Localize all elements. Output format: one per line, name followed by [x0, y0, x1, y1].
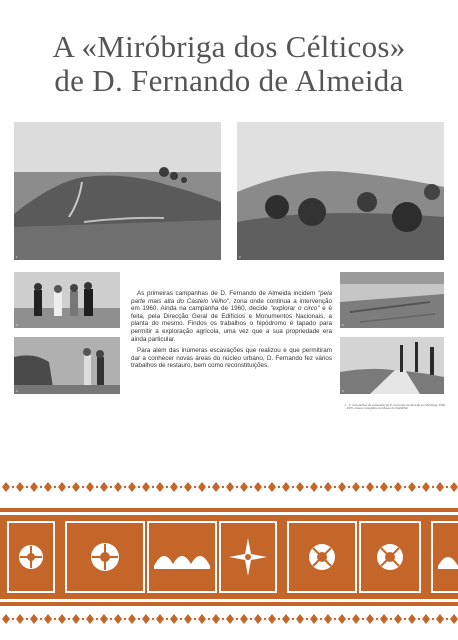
ornament-dot	[380, 482, 388, 492]
ornament-dot	[296, 614, 304, 624]
ornament-small-dot	[334, 486, 336, 488]
ornament-dot	[282, 482, 290, 492]
ornament-small-dot	[110, 486, 112, 488]
ornament-dot	[198, 614, 206, 624]
photo-number: 3	[16, 323, 18, 327]
ornament-dot	[338, 482, 346, 492]
ornament-dot	[212, 482, 220, 492]
ornament-small-dot	[222, 486, 224, 488]
ornament-small-dot	[236, 618, 238, 620]
ornament-dot	[58, 614, 66, 624]
medallion-icon-2	[91, 543, 119, 571]
ornament-dot	[282, 614, 290, 624]
ornament-dot	[450, 614, 458, 624]
arches-icon	[154, 556, 210, 569]
ornament-dot	[268, 482, 276, 492]
ornament-small-dot	[40, 618, 42, 620]
ornament-small-dot	[12, 618, 14, 620]
ornament-dot	[170, 614, 178, 624]
ornament-dot	[422, 482, 430, 492]
ornament-small-dot	[418, 486, 420, 488]
ornament-dot	[142, 482, 150, 492]
ornament-small-dot	[376, 618, 378, 620]
photo-hill-excavation	[14, 122, 221, 260]
photo-ruins-floor	[340, 272, 444, 328]
ornament-small-dot	[208, 618, 210, 620]
ornament-small-dot	[264, 486, 266, 488]
ornament-small-dot	[250, 486, 252, 488]
ornament-dot	[44, 614, 52, 624]
photo-number: 2	[239, 255, 241, 259]
ornament-small-dot	[292, 618, 294, 620]
decorative-frieze	[0, 508, 458, 606]
ornament-dot	[268, 614, 276, 624]
frieze-pattern	[0, 508, 458, 606]
ornament-small-dot	[320, 618, 322, 620]
ornament-dot	[100, 482, 108, 492]
ornament-small-dot	[222, 618, 224, 620]
ornament-small-dot	[12, 486, 14, 488]
ornament-small-dot	[152, 618, 154, 620]
ornament-small-dot	[138, 618, 140, 620]
ornament-dot	[156, 482, 164, 492]
paragraph-1-quote-1: "pela parte mais alta do Castelo Velho"	[131, 290, 332, 305]
ornament-dot	[394, 614, 402, 624]
ornament-small-dot	[306, 618, 308, 620]
ornament-small-dot	[68, 486, 70, 488]
ornament-dot	[72, 482, 80, 492]
ornament-dot	[16, 614, 24, 624]
ornament-dot	[324, 614, 332, 624]
ornament-dot	[128, 482, 136, 492]
ornament-dot	[184, 614, 192, 624]
ornament-dot	[86, 614, 94, 624]
ornament-dot	[366, 614, 374, 624]
ornament-small-dot	[348, 618, 350, 620]
photo-men-site	[14, 337, 120, 394]
decorative-dot-row-bottom	[0, 612, 458, 626]
ornament-small-dot	[446, 486, 448, 488]
page-title-line-1: A «Miróbriga dos Célticos»	[52, 29, 406, 64]
ornament-dot	[170, 482, 178, 492]
ornament-dot	[352, 614, 360, 624]
ornament-dot	[310, 614, 318, 624]
ornament-small-dot	[278, 486, 280, 488]
ornament-small-dot	[26, 486, 28, 488]
ornament-small-dot	[404, 486, 406, 488]
ornament-dot	[450, 482, 458, 492]
ornament-small-dot	[432, 618, 434, 620]
ornament-small-dot	[166, 618, 168, 620]
ornament-dot	[44, 482, 52, 492]
ornament-dot	[114, 614, 122, 624]
ornament-small-dot	[96, 618, 98, 620]
ornament-dot	[310, 482, 318, 492]
ornament-dot	[226, 614, 234, 624]
ornament-small-dot	[404, 618, 406, 620]
photo-number: 6	[342, 389, 344, 393]
ornament-dot	[324, 482, 332, 492]
ornament-dot	[408, 482, 416, 492]
ornament-small-dot	[362, 486, 364, 488]
ornament-dot	[86, 482, 94, 492]
ornament-dot	[212, 614, 220, 624]
ornament-small-dot	[96, 486, 98, 488]
ornament-small-dot	[418, 618, 420, 620]
ornament-dot	[394, 482, 402, 492]
ornament-small-dot	[40, 486, 42, 488]
ornament-small-dot	[278, 618, 280, 620]
ornament-small-dot	[390, 486, 392, 488]
ornament-small-dot	[82, 618, 84, 620]
ornament-small-dot	[194, 618, 196, 620]
ornament-small-dot	[362, 618, 364, 620]
ornament-dot	[30, 614, 38, 624]
ornament-small-dot	[432, 486, 434, 488]
ornament-dot	[422, 614, 430, 624]
ornament-dot	[58, 482, 66, 492]
ornament-dot	[380, 614, 388, 624]
ornament-small-dot	[82, 486, 84, 488]
ornament-dot	[296, 482, 304, 492]
ornament-small-dot	[180, 618, 182, 620]
ornament-dot	[2, 614, 10, 624]
photo-number: 4	[16, 389, 18, 393]
paragraph-1	[131, 290, 332, 343]
ornament-dot	[30, 482, 38, 492]
ornament-dot	[184, 482, 192, 492]
ornament-small-dot	[26, 618, 28, 620]
paragraph-1-part-a: As primeiras campanhas de D. Fernando de Almeida incidem	[137, 290, 318, 297]
decorative-dot-row-top	[0, 480, 458, 494]
ornament-small-dot	[54, 486, 56, 488]
ornament-small-dot	[124, 486, 126, 488]
ornament-small-dot	[250, 618, 252, 620]
ornament-dot	[100, 614, 108, 624]
ornament-dot	[436, 482, 444, 492]
ornament-dot	[16, 482, 24, 492]
ornament-small-dot	[334, 618, 336, 620]
medallion-icon-3	[309, 544, 335, 570]
ornament-small-dot	[264, 618, 266, 620]
photo-group-people	[14, 272, 120, 328]
ornament-small-dot	[306, 486, 308, 488]
ornament-dot	[198, 482, 206, 492]
ornament-small-dot	[376, 486, 378, 488]
page-title-line-2: de D. Fernando de Almeida	[54, 63, 404, 98]
photo-number: 5	[342, 323, 344, 327]
medallion-icon-1	[19, 545, 43, 569]
ornament-dot	[142, 614, 150, 624]
ornament-dot	[2, 482, 10, 492]
ornament-small-dot	[166, 486, 168, 488]
ornament-small-dot	[390, 618, 392, 620]
ornament-small-dot	[138, 486, 140, 488]
ornament-small-dot	[292, 486, 294, 488]
paragraph-1-part-e: e é feita, pela Direcção Geral de Edifícios e Monumentos Nacionais, a planta do mesmo. Findos os trabalhos o hipódromo é tapado para permitir a exploração agrícola, uma vez que a sua propriedade era ainda particular.	[131, 305, 332, 343]
ornament-small-dot	[208, 486, 210, 488]
ornament-dot	[240, 482, 248, 492]
photo-number: 1	[16, 255, 18, 259]
ornament-small-dot	[54, 618, 56, 620]
ornament-dot	[226, 482, 234, 492]
photo-road-cypress	[340, 337, 444, 394]
photo-landscape-trees	[237, 122, 444, 260]
ornament-dot	[254, 614, 262, 624]
medallion-icon-4	[377, 544, 403, 570]
paragraph-1-quote-2: "explorar o circo"	[270, 305, 320, 313]
ornament-dot	[240, 614, 248, 624]
ornament-small-dot	[194, 486, 196, 488]
ornament-small-dot	[236, 486, 238, 488]
ornament-dot	[408, 614, 416, 624]
ornament-small-dot	[320, 486, 322, 488]
ornament-small-dot	[68, 618, 70, 620]
ornament-small-dot	[446, 618, 448, 620]
paragraph-2: Para além das inúmeras escavações que realizou e que permitiram dar a conhecer novas áreas do núcleo urbano, D. Fernando fez vários trabalhos de restauro, bem como reconstituições.	[131, 347, 332, 370]
paragraph-1-part-c: , zona onde continua a intervenção em 1960. Ainda na campanha de 1960, decide	[131, 297, 332, 313]
ornament-small-dot	[348, 486, 350, 488]
ornament-dot	[436, 614, 444, 624]
ornament-dot	[128, 614, 136, 624]
ornament-dot	[352, 482, 360, 492]
ornament-small-dot	[152, 486, 154, 488]
ornament-dot	[72, 614, 80, 624]
ornament-small-dot	[124, 618, 126, 620]
ornament-dot	[338, 614, 346, 624]
ornament-small-dot	[110, 618, 112, 620]
photo-caption: 1 - 6: Campanhas de escavação de D. Fernando de Almeida em Miróbriga, 1959 - 1970. Arquivo fotográfico do Museu do IGESPAR.	[345, 403, 445, 411]
ornament-dot	[254, 482, 262, 492]
body-text	[131, 290, 332, 374]
ornament-dot	[366, 482, 374, 492]
ornament-dot	[114, 482, 122, 492]
ornament-small-dot	[180, 486, 182, 488]
ornament-dot	[156, 614, 164, 624]
